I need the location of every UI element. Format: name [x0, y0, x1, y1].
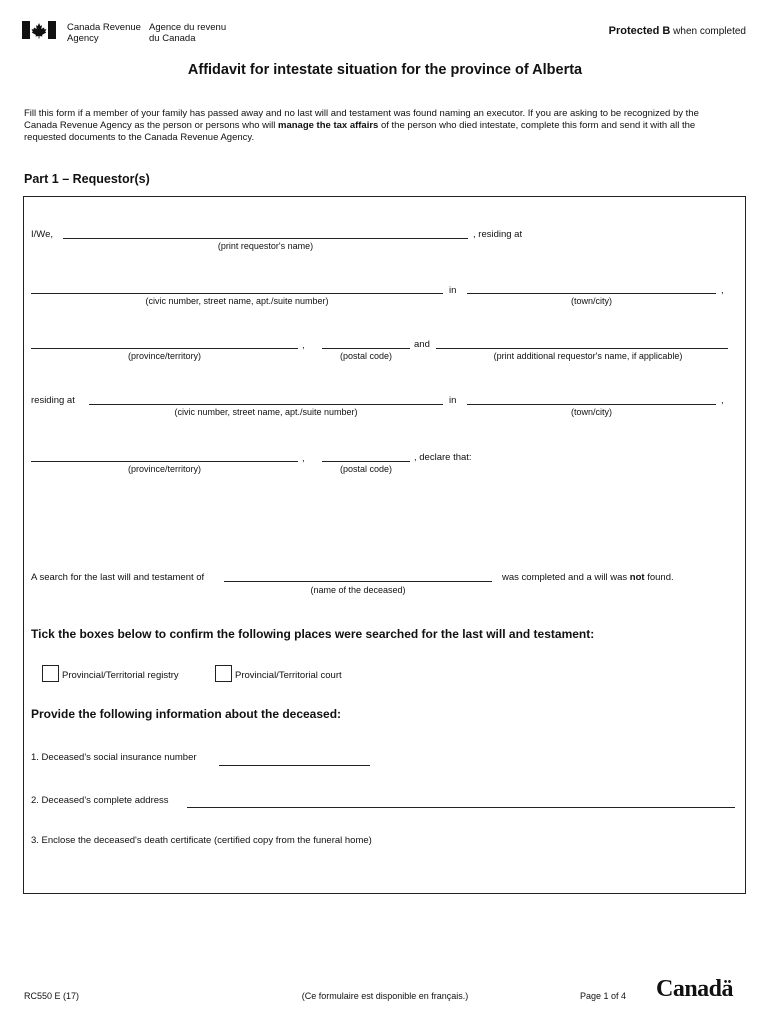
declare-that-label: , declare that:: [414, 452, 472, 463]
protected-b-notice: [609, 25, 746, 37]
deceased-name-input[interactable]: [224, 567, 496, 583]
in-label-2: in: [449, 395, 457, 406]
search-suffix-end: found.: [644, 572, 674, 583]
agency-name-fr: [149, 22, 226, 44]
and-label: and: [414, 339, 430, 350]
search-prefix-label: A search for the last will and testament of: [31, 572, 205, 583]
court-checkbox[interactable]: [215, 665, 232, 682]
registry-checkbox[interactable]: [42, 665, 59, 682]
requestor-name-caption: (print requestor's name): [217, 241, 314, 251]
comma-4: ,: [302, 453, 305, 464]
agency-name-en-line1: Canada Revenue: [67, 22, 141, 33]
town-city-1-input[interactable]: [467, 279, 720, 295]
agency-name-fr-line1: Agence du revenu: [149, 22, 227, 33]
intro-text-1: Fill this form if a member of your family has passed away and no last will and testament was found naming an executor. If you are asking to be recognized by the Canada Revenue Agency as the person or persons who will: [24, 108, 699, 131]
french-availability-note: (Ce formulaire est disponible en français.): [301, 991, 469, 1001]
agency-name-en: [67, 22, 141, 44]
deceased-name-caption: (name of the deceased): [310, 585, 406, 595]
postal-code-1-caption: (postal code): [339, 351, 393, 361]
civic-address-2-caption: (civic number, street name, apt./suite number): [174, 407, 358, 417]
government-flag-logo: [22, 21, 56, 39]
civic-address-1-caption: (civic number, street name, apt./suite number): [145, 296, 329, 306]
item-address-label: 2. Deceased's complete address: [31, 795, 169, 806]
deceased-address-input[interactable]: [187, 793, 739, 809]
province-2-input[interactable]: [31, 447, 302, 463]
comma-1: ,: [721, 285, 724, 296]
residing-at-suffix: , residing at: [473, 229, 523, 240]
postal-code-2-caption: (postal code): [339, 464, 393, 474]
search-suffix-text: was completed and a will was: [502, 572, 630, 583]
part1-heading: Part 1 – Requestor(s): [24, 172, 150, 186]
registry-checkbox-label: Provincial/Territorial registry: [62, 670, 179, 681]
protected-b-label: Protected B: [608, 25, 671, 37]
deceased-info-heading: Provide the following information about the deceased:: [31, 707, 342, 721]
item-sin-label: 1. Deceased's social insurance number: [31, 752, 197, 763]
tick-boxes-heading: Tick the boxes below to confirm the following places were searched for the last will and testament:: [31, 627, 595, 641]
page-number: Page 1 of 4: [580, 991, 627, 1001]
intro-paragraph: [24, 108, 734, 144]
postal-code-1-input[interactable]: [322, 334, 414, 350]
in-label-1: in: [449, 285, 457, 296]
province-1-input[interactable]: [31, 334, 302, 350]
iwe-label: I/We,: [31, 229, 53, 240]
additional-requestor-input[interactable]: [436, 334, 732, 350]
form-code: RC550 E (17): [24, 991, 80, 1001]
requestor-name-input[interactable]: [63, 224, 472, 240]
town-city-2-input[interactable]: [467, 390, 720, 406]
town-city-1-caption: (town/city): [570, 296, 612, 306]
comma-3: ,: [721, 395, 724, 406]
protected-b-rest: when completed: [673, 26, 746, 37]
comma-2: ,: [302, 340, 305, 351]
province-2-caption: (province/territory): [127, 464, 201, 474]
residing-at-label: residing at: [31, 395, 75, 406]
search-not-bold: not: [629, 572, 645, 583]
form-title: Affidavit for intestate situation for the province of Alberta: [187, 62, 583, 78]
canada-wordmark: Canadä: [656, 976, 734, 1002]
civic-address-1-input[interactable]: [31, 279, 447, 295]
court-checkbox-label: Provincial/Territorial court: [235, 670, 342, 681]
intro-text-bold: manage the tax affairs: [278, 120, 379, 131]
item-death-certificate: 3. Enclose the deceased's death certificate (certified copy from the funeral home): [31, 835, 372, 846]
civic-address-2-input[interactable]: [89, 390, 447, 406]
postal-code-2-input[interactable]: [322, 447, 414, 463]
additional-requestor-caption: (print additional requestor's name, if applicable): [493, 351, 683, 361]
sin-input[interactable]: [219, 751, 374, 767]
province-1-caption: (province/territory): [127, 351, 201, 361]
agency-name-fr-line2: du Canada: [149, 33, 196, 44]
agency-name-en-line2: Agency: [67, 33, 99, 44]
town-city-2-caption: (town/city): [570, 407, 612, 417]
search-suffix: [502, 572, 674, 583]
intro-text-2: of the person who died intestate, complete this form and send it with all the requested documents to the Canada Revenue Agency.: [24, 120, 696, 143]
